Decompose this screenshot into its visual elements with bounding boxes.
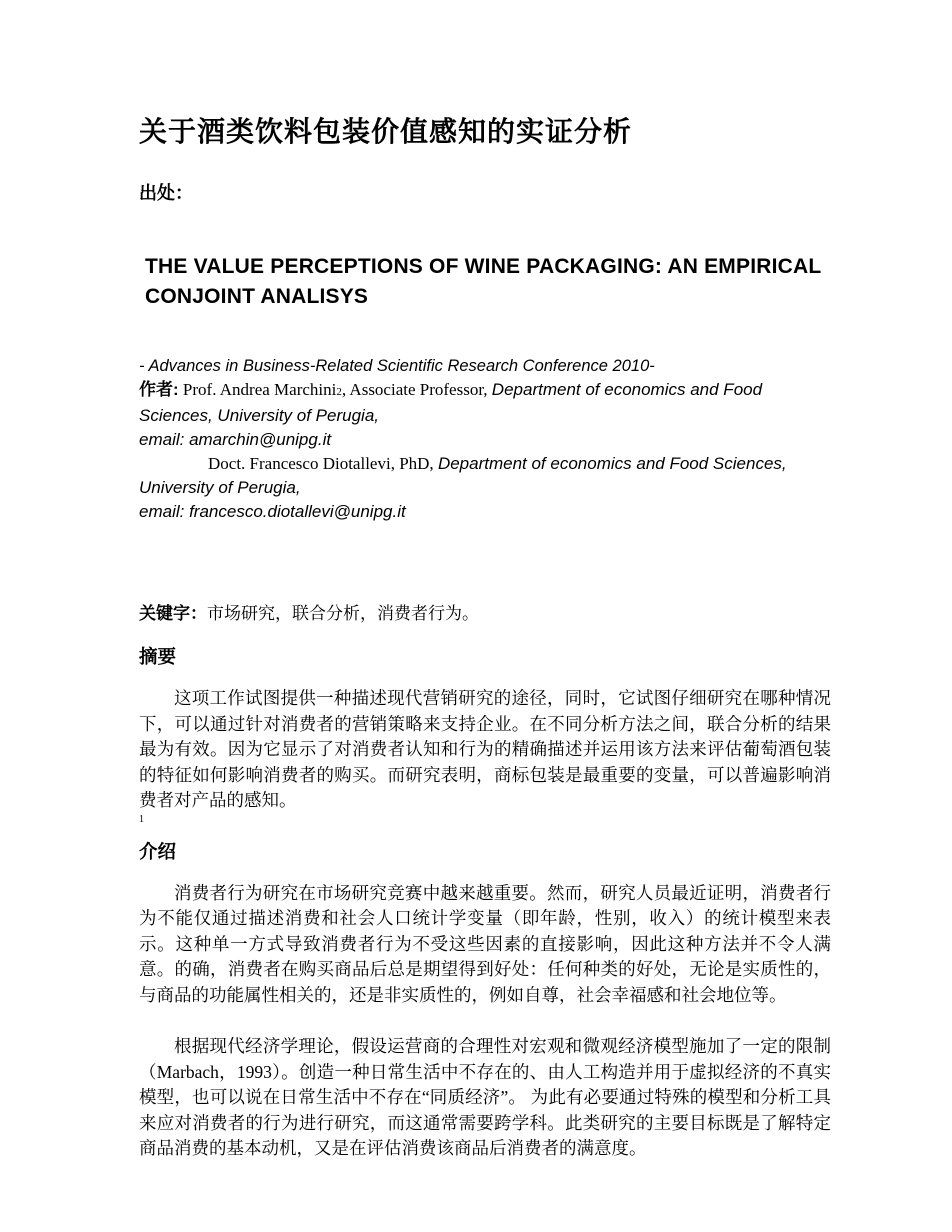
page-title: 关于酒类饮料包装价值感知的实证分析	[139, 116, 633, 147]
conference-line: - Advances in Business-Related Scientific Research Conference 2010-	[139, 357, 655, 375]
keywords-line	[139, 602, 831, 626]
author-block	[139, 378, 831, 524]
abstract-paragraph: 这项工作试图提供一种描述现代营销研究的途径，同时，它试图仔细研究在哪种情况下，可以通过针对消费者的营销策略来支持企业。在不同分析方法之间，联合分析的结果最为有效。因为它显示了对消费者认知和行为的精确描述并运用该方法来评估葡萄酒包装的特征如何影响消费者的购买。而研究表明，商标包装是最重要的变量，可以普遍影响消费者对产品的感知。	[139, 688, 831, 810]
author2-name: Doct. Francesco Diotallevi, PhD,	[208, 454, 438, 473]
document-content	[139, 0, 831, 1162]
author1-footnote-number: 2	[336, 386, 342, 398]
introduction-heading: 介绍	[139, 840, 177, 862]
author2-affiliation: Department of economics and Food Sciences, University of Perugia,	[139, 454, 787, 497]
author1-line	[139, 378, 831, 428]
keywords-label: 关键字：	[139, 604, 207, 623]
author1-name: Prof. Andrea Marchini	[178, 380, 337, 399]
keywords-text: 市场研究，联合分析，消费者行为。	[207, 604, 479, 623]
abstract-heading: 摘要	[139, 646, 177, 667]
source-label: 出处：	[139, 183, 193, 203]
english-title: THE VALUE PERCEPTIONS OF WINE PACKAGING: AN EMPIRICAL CONJOINT ANALISYS	[145, 255, 822, 308]
introduction-paragraph-1: 消费者行为研究在市场研究竞赛中越来越重要。然而，研究人员最近证明，消费者行为不能仅通过描述消费和社会人口统计学变量（即年龄，性别，收入）的统计模型来表示。这种单一方式导致消费者行为不受这些因素的直接影响，因此这种方法并不令人满意。的确，消费者在购买商品后总是期望得到好处：任何种类的好处，无论是实质性的，与商品的功能属性相关的，还是非实质性的，例如自尊，社会幸福感和社会地位等。	[139, 882, 831, 1005]
author1-affiliation: Department of economics and Food Sciences, University of Perugia,	[139, 380, 763, 425]
author2-email: email: francesco.diotallevi@unipg.it	[139, 502, 406, 521]
author1-email: email: amarchin@unipg.it	[139, 430, 332, 449]
author2-line	[139, 452, 831, 500]
introduction-paragraph-2: 根据现代经济学理论，假设运营商的合理性对宏观和微观经济模型施加了一定的限制（Marbach，1993）。创造一种日常生活中不存在的、由人工构造并用于虚拟经济的不真实模型，也可以说在日常生活中不存在“同质经济”。 为此有必要通过特殊的模型和分析工具来应对消费者的行为进行研究，而这通常需要跨学科。此类研究的主要目标既是了解特定商品消费的基本动机，又是在评估消费该商品后消费者的满意度。	[139, 1036, 831, 1158]
footnote-marker: 1	[139, 813, 144, 825]
authors-label: 作者:	[139, 380, 179, 399]
author1-role: , Associate Professor,	[341, 380, 492, 399]
